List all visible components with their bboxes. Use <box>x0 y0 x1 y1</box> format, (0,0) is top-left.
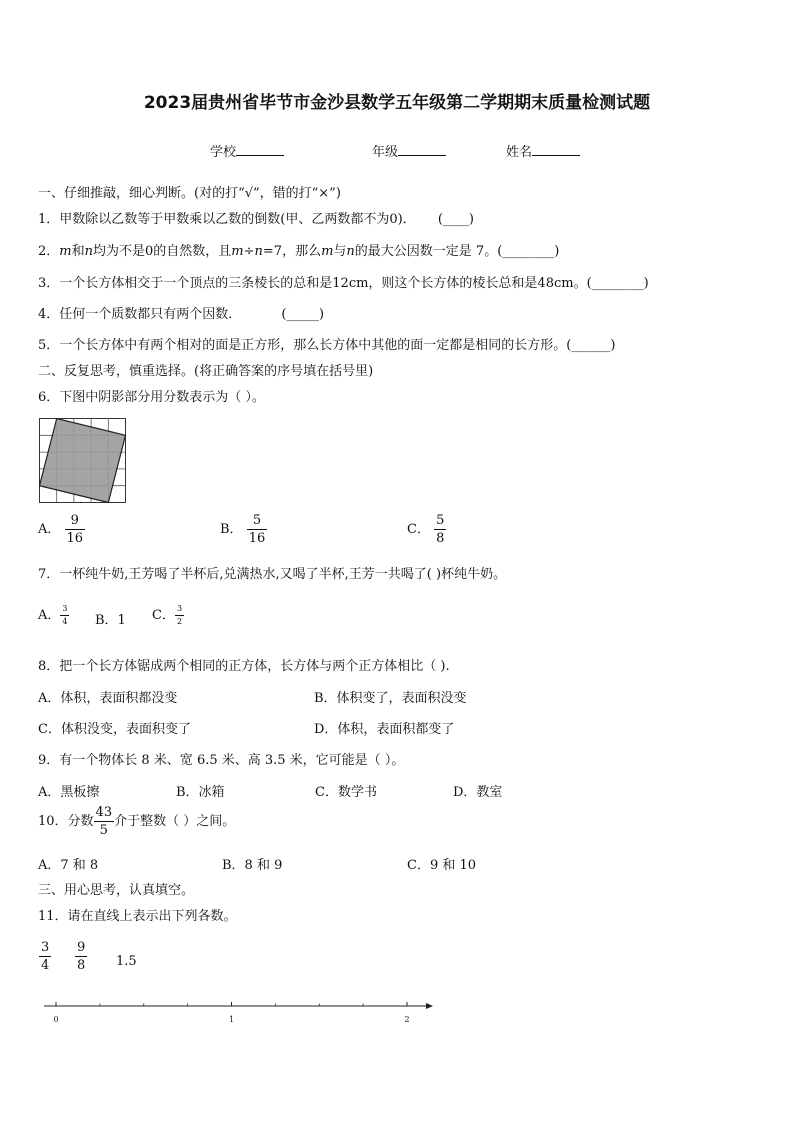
question-9-text: 9．有一个物体长 8 米、宽 6.5 米、高 3.5 米，它可能是（ ）。 <box>38 753 405 768</box>
question-8-option-d[interactable]: D．体积，表面积都变了 <box>314 722 455 737</box>
expr-equals-7: =7 <box>262 244 283 259</box>
question-6-figure <box>39 418 127 504</box>
fraction <box>39 941 51 972</box>
expr-divide: ÷ <box>243 244 255 259</box>
option-c-fraction <box>434 514 446 545</box>
question-8-option-a[interactable]: A．体积，表面积都没变 <box>38 691 178 706</box>
question-6-text: 6．下图中阴影部分用分数表示为（ ）。 <box>38 390 265 405</box>
question-10-option-a[interactable]: A．7 和 8 <box>38 858 99 873</box>
question-7-text: 7．一杯纯牛奶,王芳喝了半杯后,兑满热水,又喝了半杯,王芳一共喝了( )杯纯牛奶。 <box>38 567 507 582</box>
name-blank[interactable] <box>532 143 580 156</box>
fraction-denominator: 8 <box>77 958 86 973</box>
option-b-fraction <box>247 514 268 545</box>
tick-label: 1 <box>228 1015 235 1024</box>
var-m-2: m <box>321 244 334 259</box>
question-10 <box>38 806 235 837</box>
name-field[interactable] <box>506 141 580 160</box>
question-1-text: 1．甲数除以乙数等于甲数乘以乙数的倒数(甲、乙两数都不为0)． <box>38 212 416 227</box>
fraction-numerator: 43 <box>95 805 113 820</box>
question-10-option-c[interactable]: C．9 和 10 <box>407 858 477 873</box>
section-2-heading: 二、反复思考，慎重选择。(将正确答案的序号填在括号里) <box>38 364 374 379</box>
fraction-numerator: 3 <box>41 940 50 955</box>
number-line-ticks <box>53 1002 409 1024</box>
option-a-label: A． <box>38 608 61 623</box>
question-9-option-a[interactable]: A．黑板擦 <box>38 785 100 800</box>
fraction-denominator: 16 <box>66 531 84 546</box>
q11-fraction-9-8 <box>75 941 87 972</box>
question-11-text: 11．请在直线上表示出下列各数。 <box>38 909 237 924</box>
var-m: m <box>59 244 72 259</box>
q2-text-part5: 的最大公因数一定是 7。(________) <box>354 244 560 259</box>
q2-text-part4: 与 <box>333 244 347 259</box>
q11-decimal-1-5: 1.5 <box>116 954 137 969</box>
question-5: 5．一个长方体中有两个相对的面是正方形，那么长方体中其他的面一定都是相同的长方形。(______) <box>38 338 616 353</box>
number-line <box>40 998 440 1028</box>
question-2 <box>38 240 559 259</box>
question-4-text: 4．任何一个质数都只有两个因数． <box>38 307 242 322</box>
school-label: 学校 <box>210 145 237 160</box>
page-title: 2023届贵州省毕节市金沙县数学五年级第二学期期末质量检测试题 <box>143 93 651 113</box>
q2-text-part3: ，那么 <box>282 244 322 259</box>
question-7-option-a[interactable] <box>38 604 69 626</box>
question-9-option-b[interactable]: B．冰箱 <box>176 785 225 800</box>
question-9-option-d[interactable]: D．教室 <box>453 785 503 800</box>
question-1 <box>38 208 474 227</box>
arrow-right-icon <box>426 1003 433 1009</box>
tick-label: 0 <box>53 1015 59 1024</box>
section-3-heading: 三、用心思考，认真填空。 <box>38 883 195 898</box>
tick-label: 2 <box>404 1015 410 1024</box>
fraction-denominator: 2 <box>176 617 183 626</box>
fraction-numerator: 3 <box>62 604 68 613</box>
fraction-denominator: 8 <box>436 531 445 546</box>
question-8-option-b[interactable]: B．体积变了，表面积没变 <box>314 691 467 706</box>
question-8-option-c[interactable]: C．体积没变，表面积变了 <box>38 722 191 737</box>
fraction <box>75 941 87 972</box>
school-blank[interactable] <box>236 143 284 156</box>
fraction-numerator: 5 <box>252 513 262 528</box>
expr-m: m <box>231 244 244 259</box>
question-4 <box>38 303 324 322</box>
question-10-option-b[interactable]: B．8 和 9 <box>222 858 283 873</box>
option-c-label: C． <box>407 522 430 537</box>
fraction-denominator: 4 <box>41 958 50 973</box>
question-4-answer-blank[interactable]: (_____) <box>281 307 325 322</box>
var-n: n <box>84 244 93 259</box>
fraction-denominator: 5 <box>94 821 115 837</box>
option-c-label: C． <box>152 608 175 623</box>
q10-text-post: 介于整数（ ）之间。 <box>114 814 236 829</box>
question-9-option-c[interactable]: C．数学书 <box>315 785 377 800</box>
expr-n: n <box>254 244 263 259</box>
option-a-label: A． <box>38 522 61 537</box>
fraction-denominator: 16 <box>248 531 266 546</box>
q2-text-and: 和 <box>71 244 85 259</box>
grade-blank[interactable] <box>398 143 446 156</box>
q2-text-part2: 均为不是0的自然数，且 <box>93 244 232 259</box>
var-n-2: n <box>346 244 355 259</box>
option-a-fraction <box>65 514 86 545</box>
question-7-option-c[interactable] <box>152 604 184 626</box>
question-3: 3．一个长方体相交于一个顶点的三条棱长的总和是12cm，则这个长方体的棱长总和是48cm。(________) <box>38 276 649 291</box>
section-1-heading: 一、仔细推敲，细心判断。(对的打“√”，错的打“×”) <box>38 186 341 201</box>
question-8-text: 8．把一个长方体锯成两个相同的正方体，长方体与两个正方体相比（ ). <box>38 659 450 674</box>
grade-label: 年级 <box>372 145 399 160</box>
fraction-numerator: 9 <box>77 940 86 955</box>
q11-fraction-3-4 <box>39 941 51 972</box>
question-1-answer-blank[interactable]: (____) <box>437 212 474 227</box>
fraction-numerator: 3 <box>176 604 183 613</box>
question-6-option-a[interactable] <box>38 514 85 545</box>
name-label: 姓名 <box>506 145 533 160</box>
question-7-option-b[interactable]: B．1 <box>95 613 126 628</box>
option-c-fraction <box>175 605 184 626</box>
fraction-numerator: 9 <box>70 513 79 528</box>
q10-text-pre: 10．分数 <box>38 814 94 829</box>
option-a-fraction <box>60 605 69 626</box>
fraction-numerator: 5 <box>436 513 445 528</box>
q10-fraction <box>94 806 115 837</box>
question-2-number: 2． <box>38 244 60 259</box>
option-b-label: B． <box>220 522 243 537</box>
school-field[interactable] <box>210 141 284 160</box>
fraction-denominator: 4 <box>62 617 68 626</box>
question-6-option-c[interactable] <box>407 514 446 545</box>
grade-field[interactable] <box>372 141 446 160</box>
question-6-option-b[interactable] <box>220 514 267 545</box>
